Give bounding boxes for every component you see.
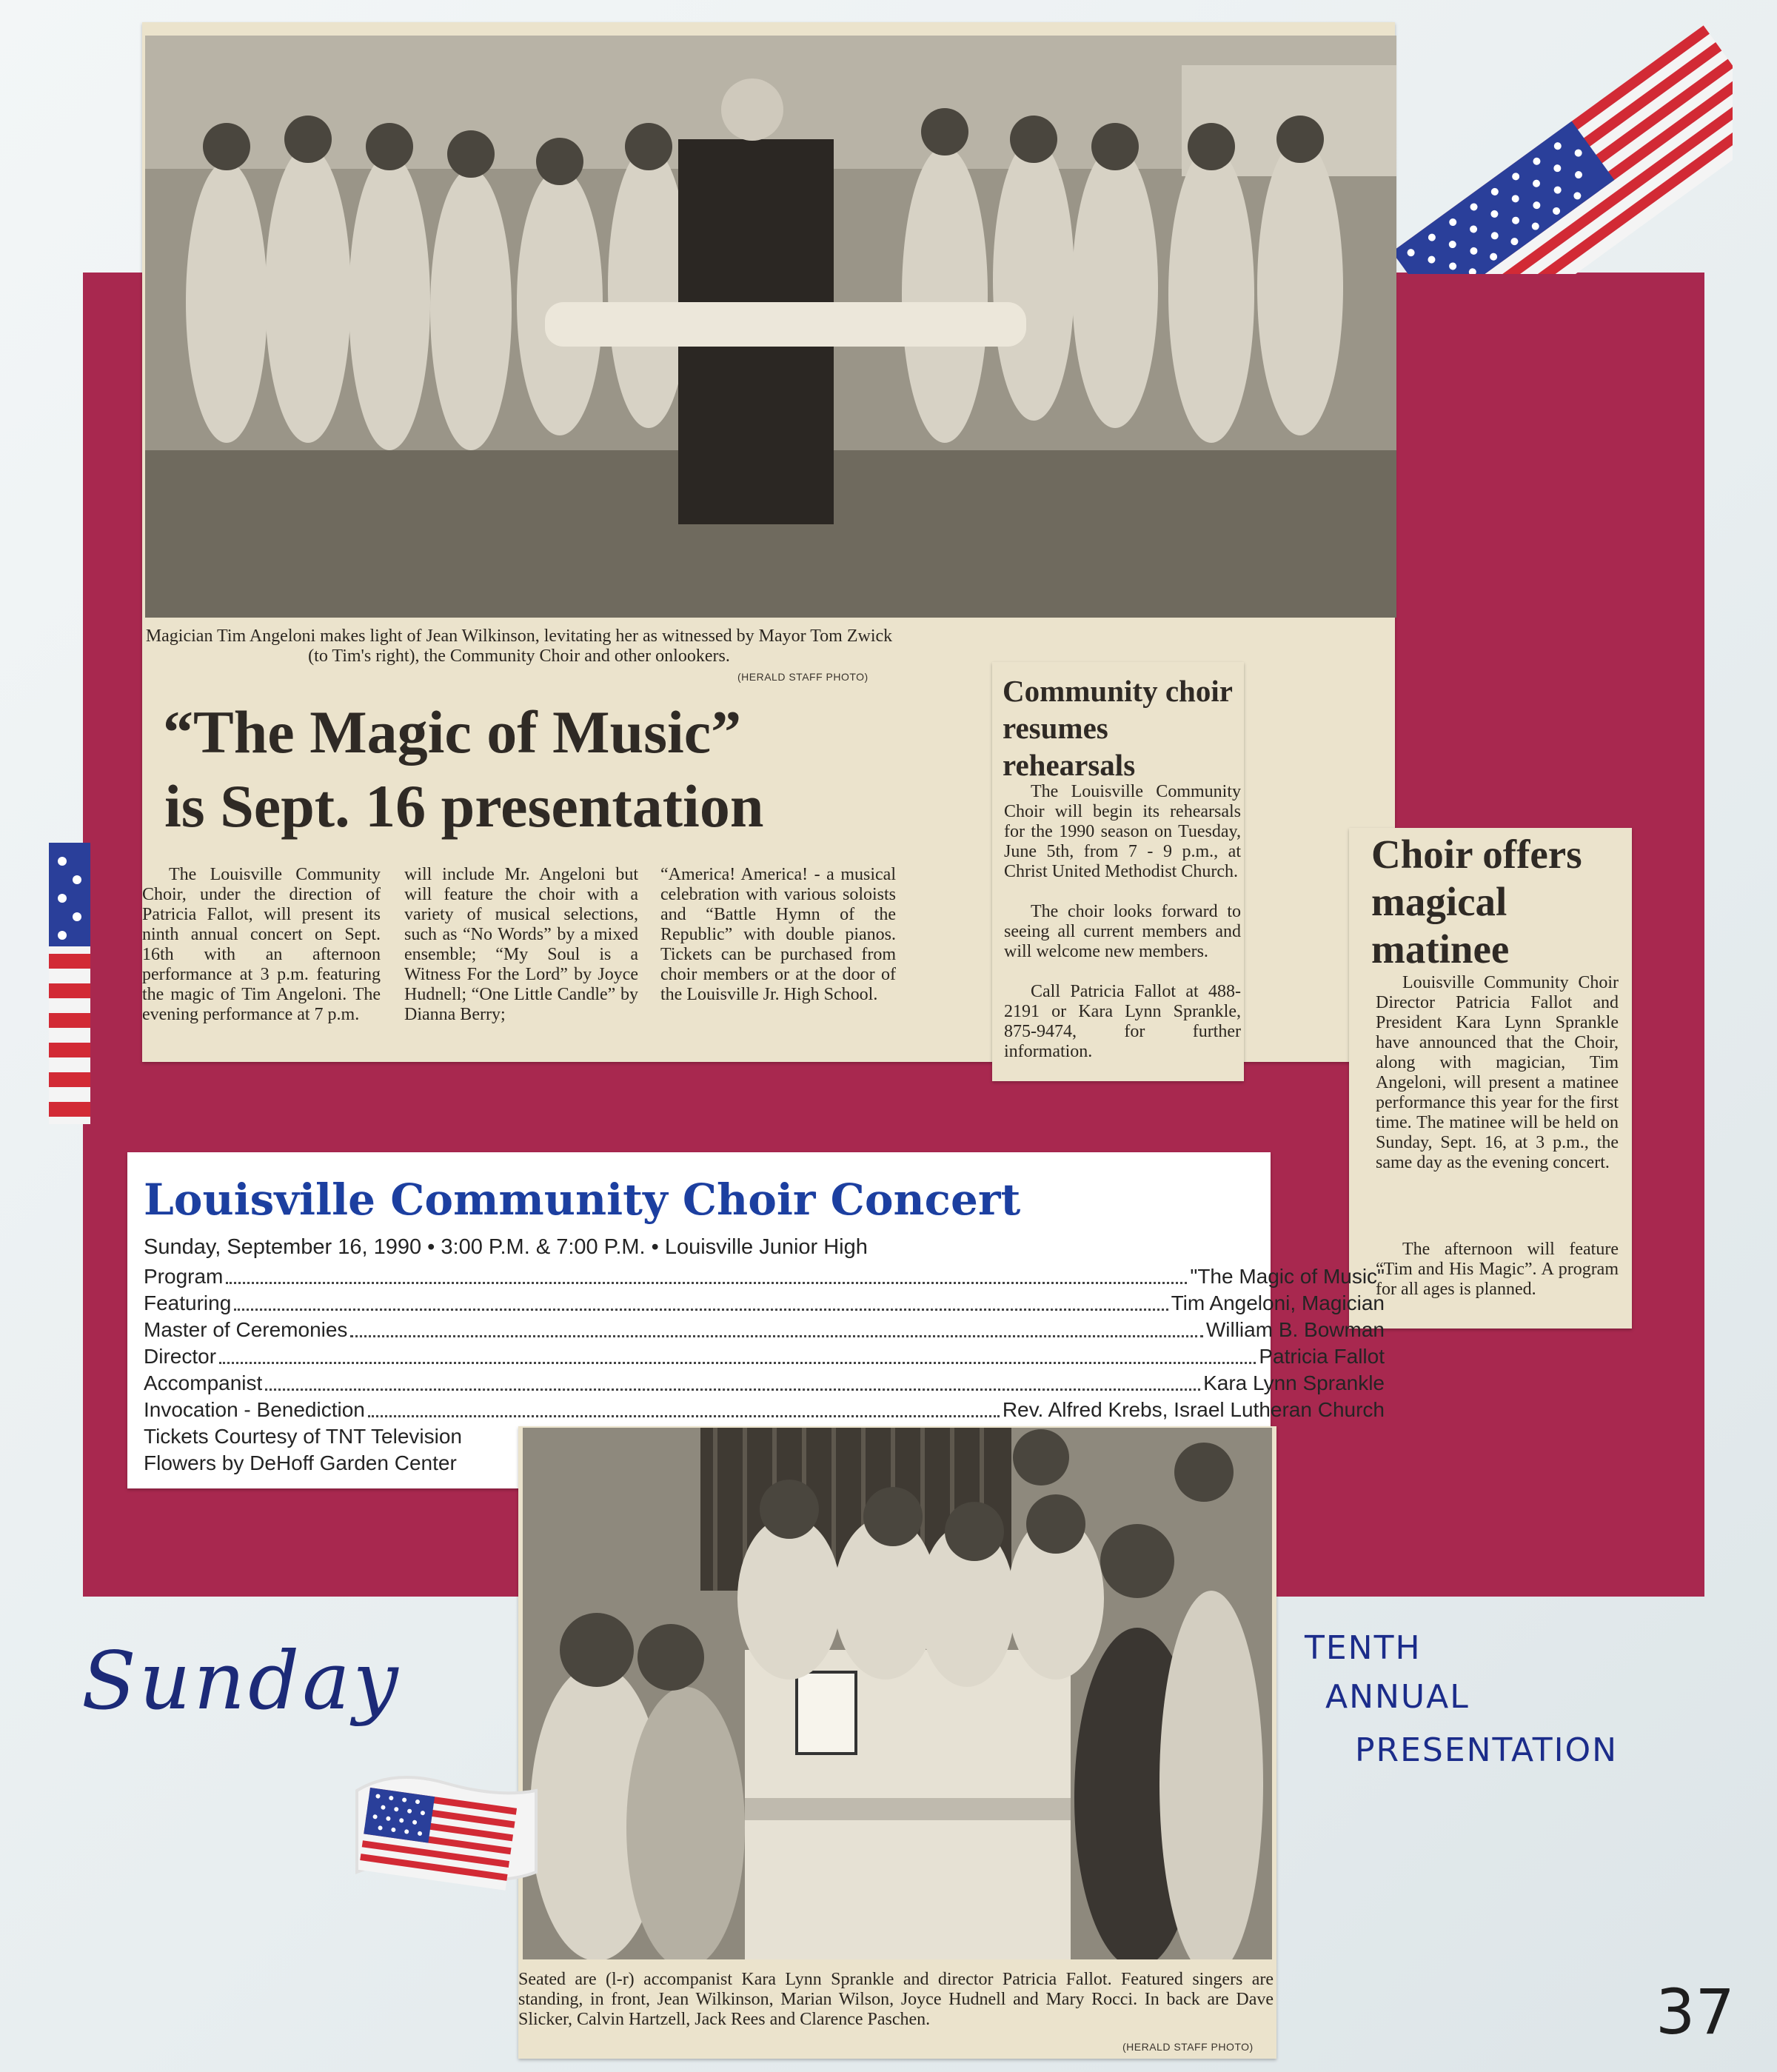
flag-ribbon-top-right [1392,0,1733,274]
rehearsals-headline: Community choir resumes rehearsals [1003,674,1233,782]
program-row-value: Kara Lynn Sprankle [1203,1371,1385,1394]
program-title: Louisville Community Choir Concert [144,1174,1021,1225]
choir-piano-photo [523,1428,1272,1959]
rehearsals-para-3: Call Patricia Fallot at 488-2191 or Kara Lynn Sprankle, 875-9474, for further information. [1004,982,1241,1061]
levitation-photo [145,36,1396,618]
program-row-invocation [144,1398,1385,1422]
leader-dots [219,1361,1256,1364]
program-row-label: Master of Ceremonies [144,1318,348,1341]
rehearsals-para-2: The choir looks forward to seeing all current members and will welcome new members. [1004,902,1241,961]
leader-dots [368,1414,1000,1417]
program-row-value: William B. Bowman [1205,1318,1385,1341]
leader-dots [265,1388,1200,1391]
program-row-value: "The Magic of Music" [1190,1265,1385,1288]
article-column-2: will include Mr. Angeloni but will feature the choir with a variety of musical selections, such as “No Words” by a mixed ensemble; “My Soul is a Witness For the Lord” by Joyce Hudnell; “One Little Candle” by Dianna Berry; [404,865,638,1024]
page-number: 37 [1656,1976,1735,2048]
flag-ribbon-left [46,843,93,1124]
matinee-headline: Choir offers magical matinee [1371,832,1582,972]
rehearsals-para-1: The Louisville Community Choir will begin its rehearsals for the 1990 season on Tuesday, June 5th, from 7 - 9 p.m., at Christ United Methodist Church. [1004,782,1241,881]
program-row-director [144,1345,1385,1368]
program-row-value: Rev. Alfred Krebs, Israel Lutheran Church [1002,1398,1385,1421]
choir-photo-caption: Seated are (l-r) accompanist Kara Lynn Sprankle and director Patricia Fallot. Featured singers are standing, in front, Jean Wilkinson, Marian Wilson, Joyce Hudnell and Mary Rocci. In back are Dave Slicker, Calvin Hartzell, Jack Rees and Clarence Paschen. [518,1970,1274,2029]
levitation-photo-credit: (HERALD STAFF PHOTO) [737,671,869,683]
program-row-label: Featuring [144,1291,232,1314]
flag-sticker [349,1761,543,1891]
program-row-program [144,1265,1385,1289]
magic-of-music-headline-line2: is Sept. 16 presentation [164,772,764,840]
presentation-line: PRESENTATION [1355,1731,1619,1769]
program-flowers-line [144,1451,457,1475]
leader-dots [234,1308,1168,1311]
matinee-para-1: Louisville Community Choir Director Patricia Fallot and President Kara Lynn Sprankle have announced that the Choir, along with magician, Tim Angeloni, will present a matinee performance this year for the first time. The matinee will be held on Sunday, Sept. 16, at 3 p.m., the same day as the evening concert. [1376,973,1619,1172]
choir-photo-credit: (HERALD STAFF PHOTO) [1122,2041,1254,2053]
program-row-label: Invocation - Benediction [144,1398,365,1421]
annual-line: ANNUAL [1325,1678,1470,1716]
program-row-label: Program [144,1265,224,1288]
program-row-master-of-ceremonies [144,1318,1385,1342]
tenth-line: TENTH [1305,1629,1422,1667]
program-row-label: Accompanist [144,1371,263,1394]
program-flowers-text: Flowers by DeHoff Garden Center [144,1451,457,1474]
matinee-para-2: The afternoon will feature “Tim and His Magic”. A program for all ages is planned. [1376,1240,1619,1299]
leader-dots [226,1281,1187,1284]
sunday-sticker-text: Sunday [81,1635,401,1728]
program-tickets-text: Tickets Courtesy of TNT Television [144,1425,463,1448]
article-column-1: The Louisville Community Choir, under the direction of Patricia Fallot, will present its ninth annual concert on Sept. 16th with an afternoon performance at 3 p.m. featuring the magic of Tim Angeloni. The evening performance at 7 p.m. [142,865,381,1024]
levitation-photo-caption: Magician Tim Angeloni makes light of Jean Wilkinson, levitating her as witnessed by Mayor Tom Zwick (to Tim's right), the Community Choir and other onlookers. [145,626,893,666]
program-tickets-line [144,1425,462,1448]
program-row-label: Director [144,1345,217,1368]
program-row-accompanist [144,1371,1385,1395]
program-subtitle: Sunday, September 16, 1990 • 3:00 P.M. & 7:00 P.M. • Louisville Junior High [144,1235,868,1259]
article-column-3: “America! America! - a musical celebration with various soloists and “Battle Hymn of the Republic” with double pianos. Tickets can be purchased from choir members or at the door of the Louisville Jr. High School. [660,865,896,1004]
program-row-featuring [144,1291,1385,1315]
program-row-value: Patricia Fallot [1259,1345,1385,1368]
leader-dots [350,1334,1202,1337]
magic-of-music-headline-line1: “The Magic of Music” [163,698,742,766]
program-row-value: Tim Angeloni, Magician [1171,1291,1385,1314]
